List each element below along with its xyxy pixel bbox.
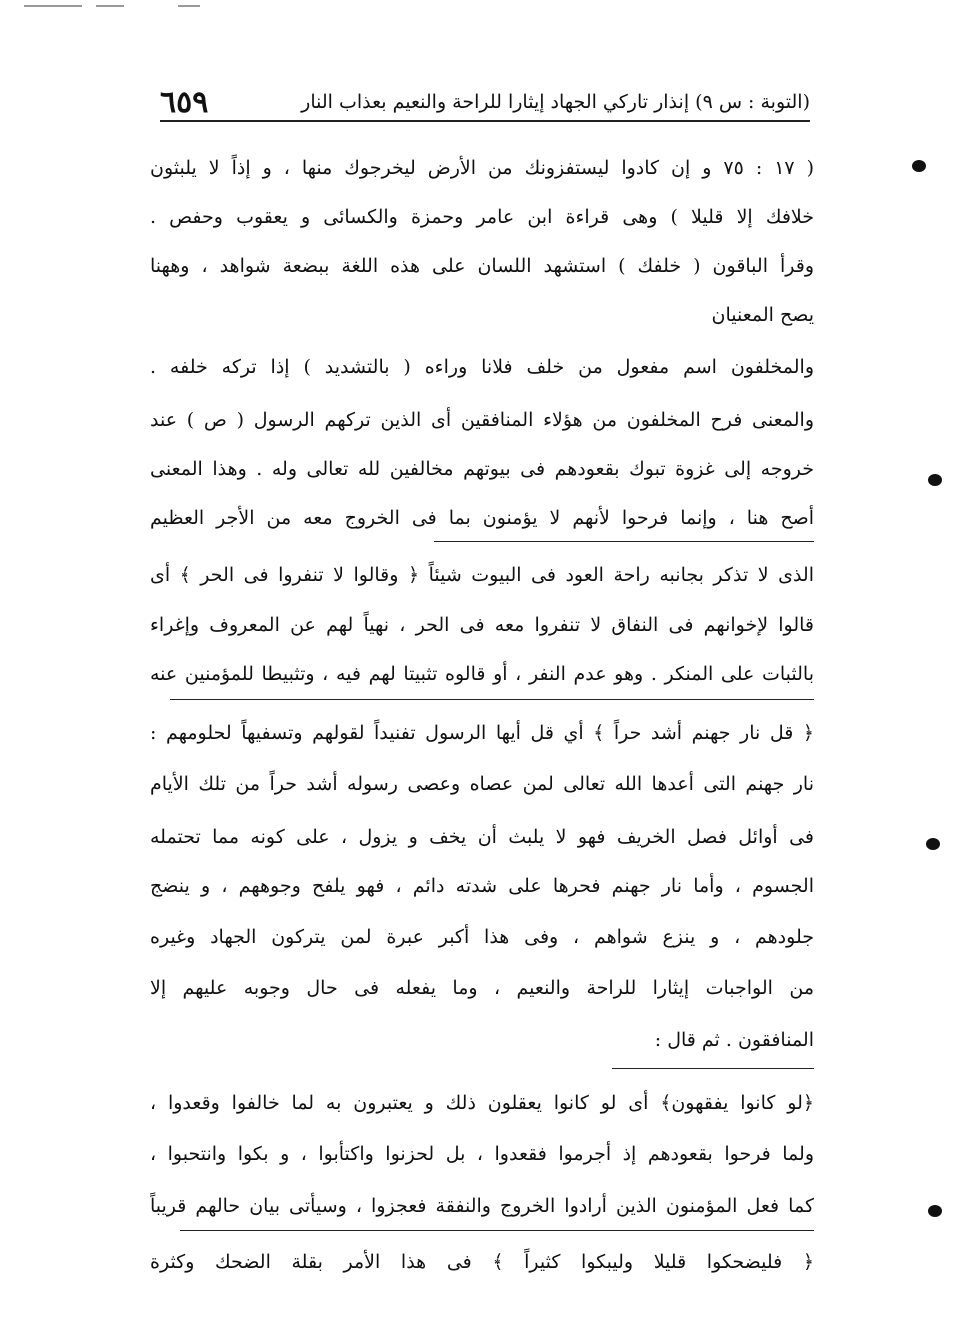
text-line: والمخلفون اسم مفعول من خلف فلانا وراءه ( بالتشديد ) إذا تركه خلفه . (150, 356, 814, 378)
binding-hole-mark (912, 160, 926, 172)
text-line: الجسوم ، وأما نار جهنم فحرها على شدته دائم ، فهو يلفح وجوههم ، و ينضج (150, 875, 814, 897)
text-line: المنافقون . ثم قال : (654, 1029, 814, 1051)
text-line: بالثبات على المنكر . وهو عدم النفر ، أو قالوه تثبيتا لهم فيه ، وتثبيطا للمؤمنين عنه (150, 663, 814, 685)
text-line: الذى لا تذكر بجانبه راحة العود فى البيوت شيئاً ﴿ وقالوا لا تنفروا فى الحر ﴾ أى (150, 564, 814, 586)
underline-rule (170, 699, 814, 700)
text-line: ( ١٧ : ٧٥ و إن كادوا ليستفزونك من الأرض ليخرجوك منها ، و إذاً لا يلبثون (150, 157, 814, 179)
text-line: كما فعل المؤمنون الذين أرادوا الخروج والنفقة فعجزوا ، وسيأتى بيان حالهم قريباً (150, 1195, 814, 1217)
binding-hole-mark (926, 838, 940, 850)
binding-hole-mark (928, 1205, 942, 1217)
text-line: ﴿لو كانوا يفقهون﴾ أى لو كانوا يعقلون ذلك و يعتبرون به لما خالفوا وقعدوا ، (150, 1092, 814, 1114)
page-header (160, 84, 810, 122)
underline-rule (180, 1230, 814, 1231)
page-number: ٦٥٩ (160, 84, 209, 120)
text-line: خلافك إلا قليلا ) وهى قراءة ابن عامر وحمزة والكسائى و يعقوب وحفص . (150, 206, 814, 228)
binding-hole-mark (928, 474, 942, 486)
text-line: وقرأ الباقون ( خلفك ) استشهد اللسان على هذه اللغة ببضعة شواهد ، وههنا (150, 255, 814, 277)
text-line: والمعنى فرح المخلفون من هؤلاء المنافقين أى الذين تركهم الرسول ( ص ) عند (150, 409, 814, 431)
scan-edge-mark (24, 5, 82, 7)
scan-edge-mark (96, 5, 124, 7)
text-line: ولما فرحوا بقعودهم إذ أجرموا فقعدوا ، بل لحزنوا واكتأبوا ، و بكوا وانتحبوا ، (150, 1143, 814, 1165)
underline-rule (612, 1068, 814, 1069)
scan-edge-mark (178, 5, 200, 7)
text-line: يصح المعنيان (711, 304, 814, 326)
text-line: ﴿ فليضحكوا قليلا وليبكوا كثيراً ﴾ فى هذا الأمر بقلة الضحك وكثرة (150, 1251, 814, 1273)
text-line: قالوا لإخوانهم فى النفاق لا تنفروا معه فى الحر ، نهياً لهم عن المعروف وإغراء (150, 614, 814, 636)
underline-rule (434, 541, 814, 542)
text-line: جلودهم ، و ينزع شواهم ، وفى هذا أكبر عبرة لمن يتركون الجهاد وغيره (150, 926, 814, 948)
running-head: (التوبة : س ٩) إنذار تاركي الجهاد إيثارا للراحة والنعيم بعذاب النار (301, 91, 810, 113)
text-line: نار جهنم التى أعدها الله تعالى لمن عصاه وعصى رسوله أشد حراً من تلك الأيام (150, 773, 814, 795)
text-line: ﴿ قل نار جهنم أشد حراً ﴾ أي قل أيها الرسول تفنيداً لقولهم وتسفيهاً لحلومهم : (150, 722, 814, 744)
text-line: أصح هنا ، وإنما فرحوا لأنهم لا يؤمنون بما فى الخروج معه من الأجر العظيم (150, 507, 814, 529)
text-line: من الواجبات إيثارا للراحة والنعيم ، وما يفعله فى حال وجوبه عليهم إلا (150, 977, 814, 999)
text-line: فى أوائل فصل الخريف فهو لا يلبث أن يخف و يزول ، على كونه مما تحتمله (150, 826, 814, 848)
text-line: خروجه إلى غزوة تبوك بقعودهم فى بيوتهم مخالفين لله تعالى وله . وهذا المعنى (150, 458, 814, 480)
